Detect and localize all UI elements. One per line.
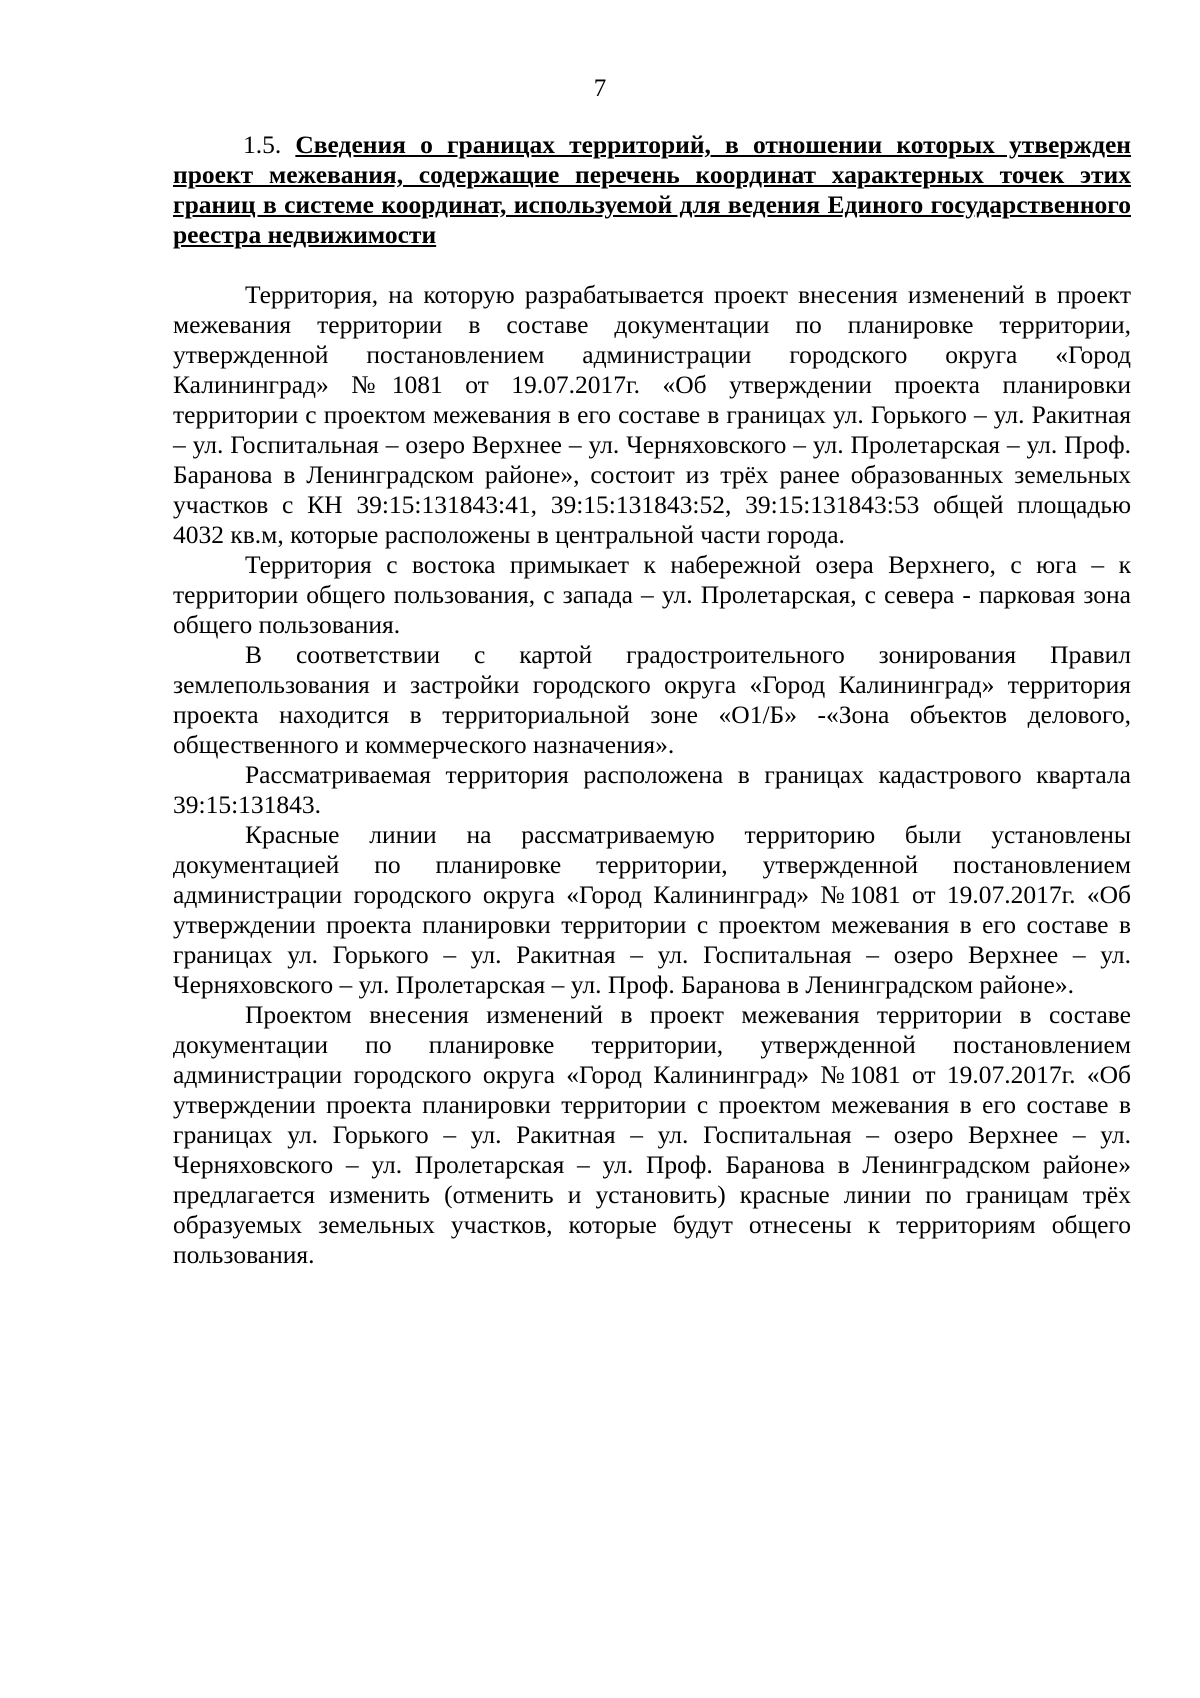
page-number: 7 [593, 75, 607, 102]
section-heading [173, 130, 1131, 250]
paragraph-territory-description: Территория, на которую разрабатывается проект внесения изменений в проект межевания территории в составе документации по планировке территории, утвержденной постановлением администрации городского округа «Город Калининград» №1081 от 19.07.2017г. «Об утверждении проекта планировки территории с проектом межевания в его составе в границах ул. Горького – ул. Ракитная – ул. Госпитальная – озеро Верхнее – ул. Черняховского – ул. Пролетарская – ул. Проф. Баранова в Ленинградском районе», состоит из трёх ранее образованных земельных участков с КН 39:15:131843:41, 39:15:131843:52, 39:15:131843:53 общей площадью 4032 кв.м, которые расположены в центральной части города. [173, 280, 1131, 549]
section-number: 1.5. [243, 130, 282, 159]
section-title: Сведения о границах территорий, в отношении которых утвержден проект межевания, содержащие перечень координат характерных точек этих границ в системе координат, используемой для ведения Единого государственного реестра недвижимости [173, 130, 1131, 249]
paragraph-red-lines-established: Красные линии на рассматриваемую территорию были установлены документацией по планировке территории, утвержденной постановлением администрации городского округа «Город Калининград» №1081 от 19.07.2017г. «Об утверждении проекта планировки территории с проектом межевания в его составе в границах ул. Горького – ул. Ракитная – ул. Госпитальная – озеро Верхнее – ул. Черняховского – ул. Пролетарская – ул. Проф. Баранова в Ленинградском районе». [173, 820, 1131, 999]
paragraph-territory-borders: Территория с востока примыкает к набережной озера Верхнего, с юга – к территории общего пользования, с запада – ул. Пролетарская, с севера - парковая зона общего пользования. [173, 550, 1131, 639]
page-content [173, 130, 1131, 1270]
paragraph-red-lines-changes: Проектом внесения изменений в проект межевания территории в составе документации по планировке территории, утвержденной постановлением администрации городского округа «Город Калининград» №1081 от 19.07.2017г. «Об утверждении проекта планировки территории с проектом межевания в его составе в границах ул. Горького – ул. Ракитная – ул. Госпитальная – озеро Верхнее – ул. Черняховского – ул. Пролетарская – ул. Проф. Баранова в Ленинградском районе» предлагается изменить (отменить и установить) красные линии по границам трёх образуемых земельных участков, которые будут отнесены к территориям общего пользования. [173, 1000, 1131, 1269]
paragraph-cadastral-quarter: Рассматриваемая территория расположена в границах кадастрового квартала 39:15:131843. [173, 760, 1131, 819]
paragraph-zoning: В соответствии с картой градостроительного зонирования Правил землепользования и застройки городского округа «Город Калининград» территория проекта находится в территориальной зоне «О1/Б» -«Зона объектов делового, общественного и коммерческого назначения». [173, 640, 1131, 759]
